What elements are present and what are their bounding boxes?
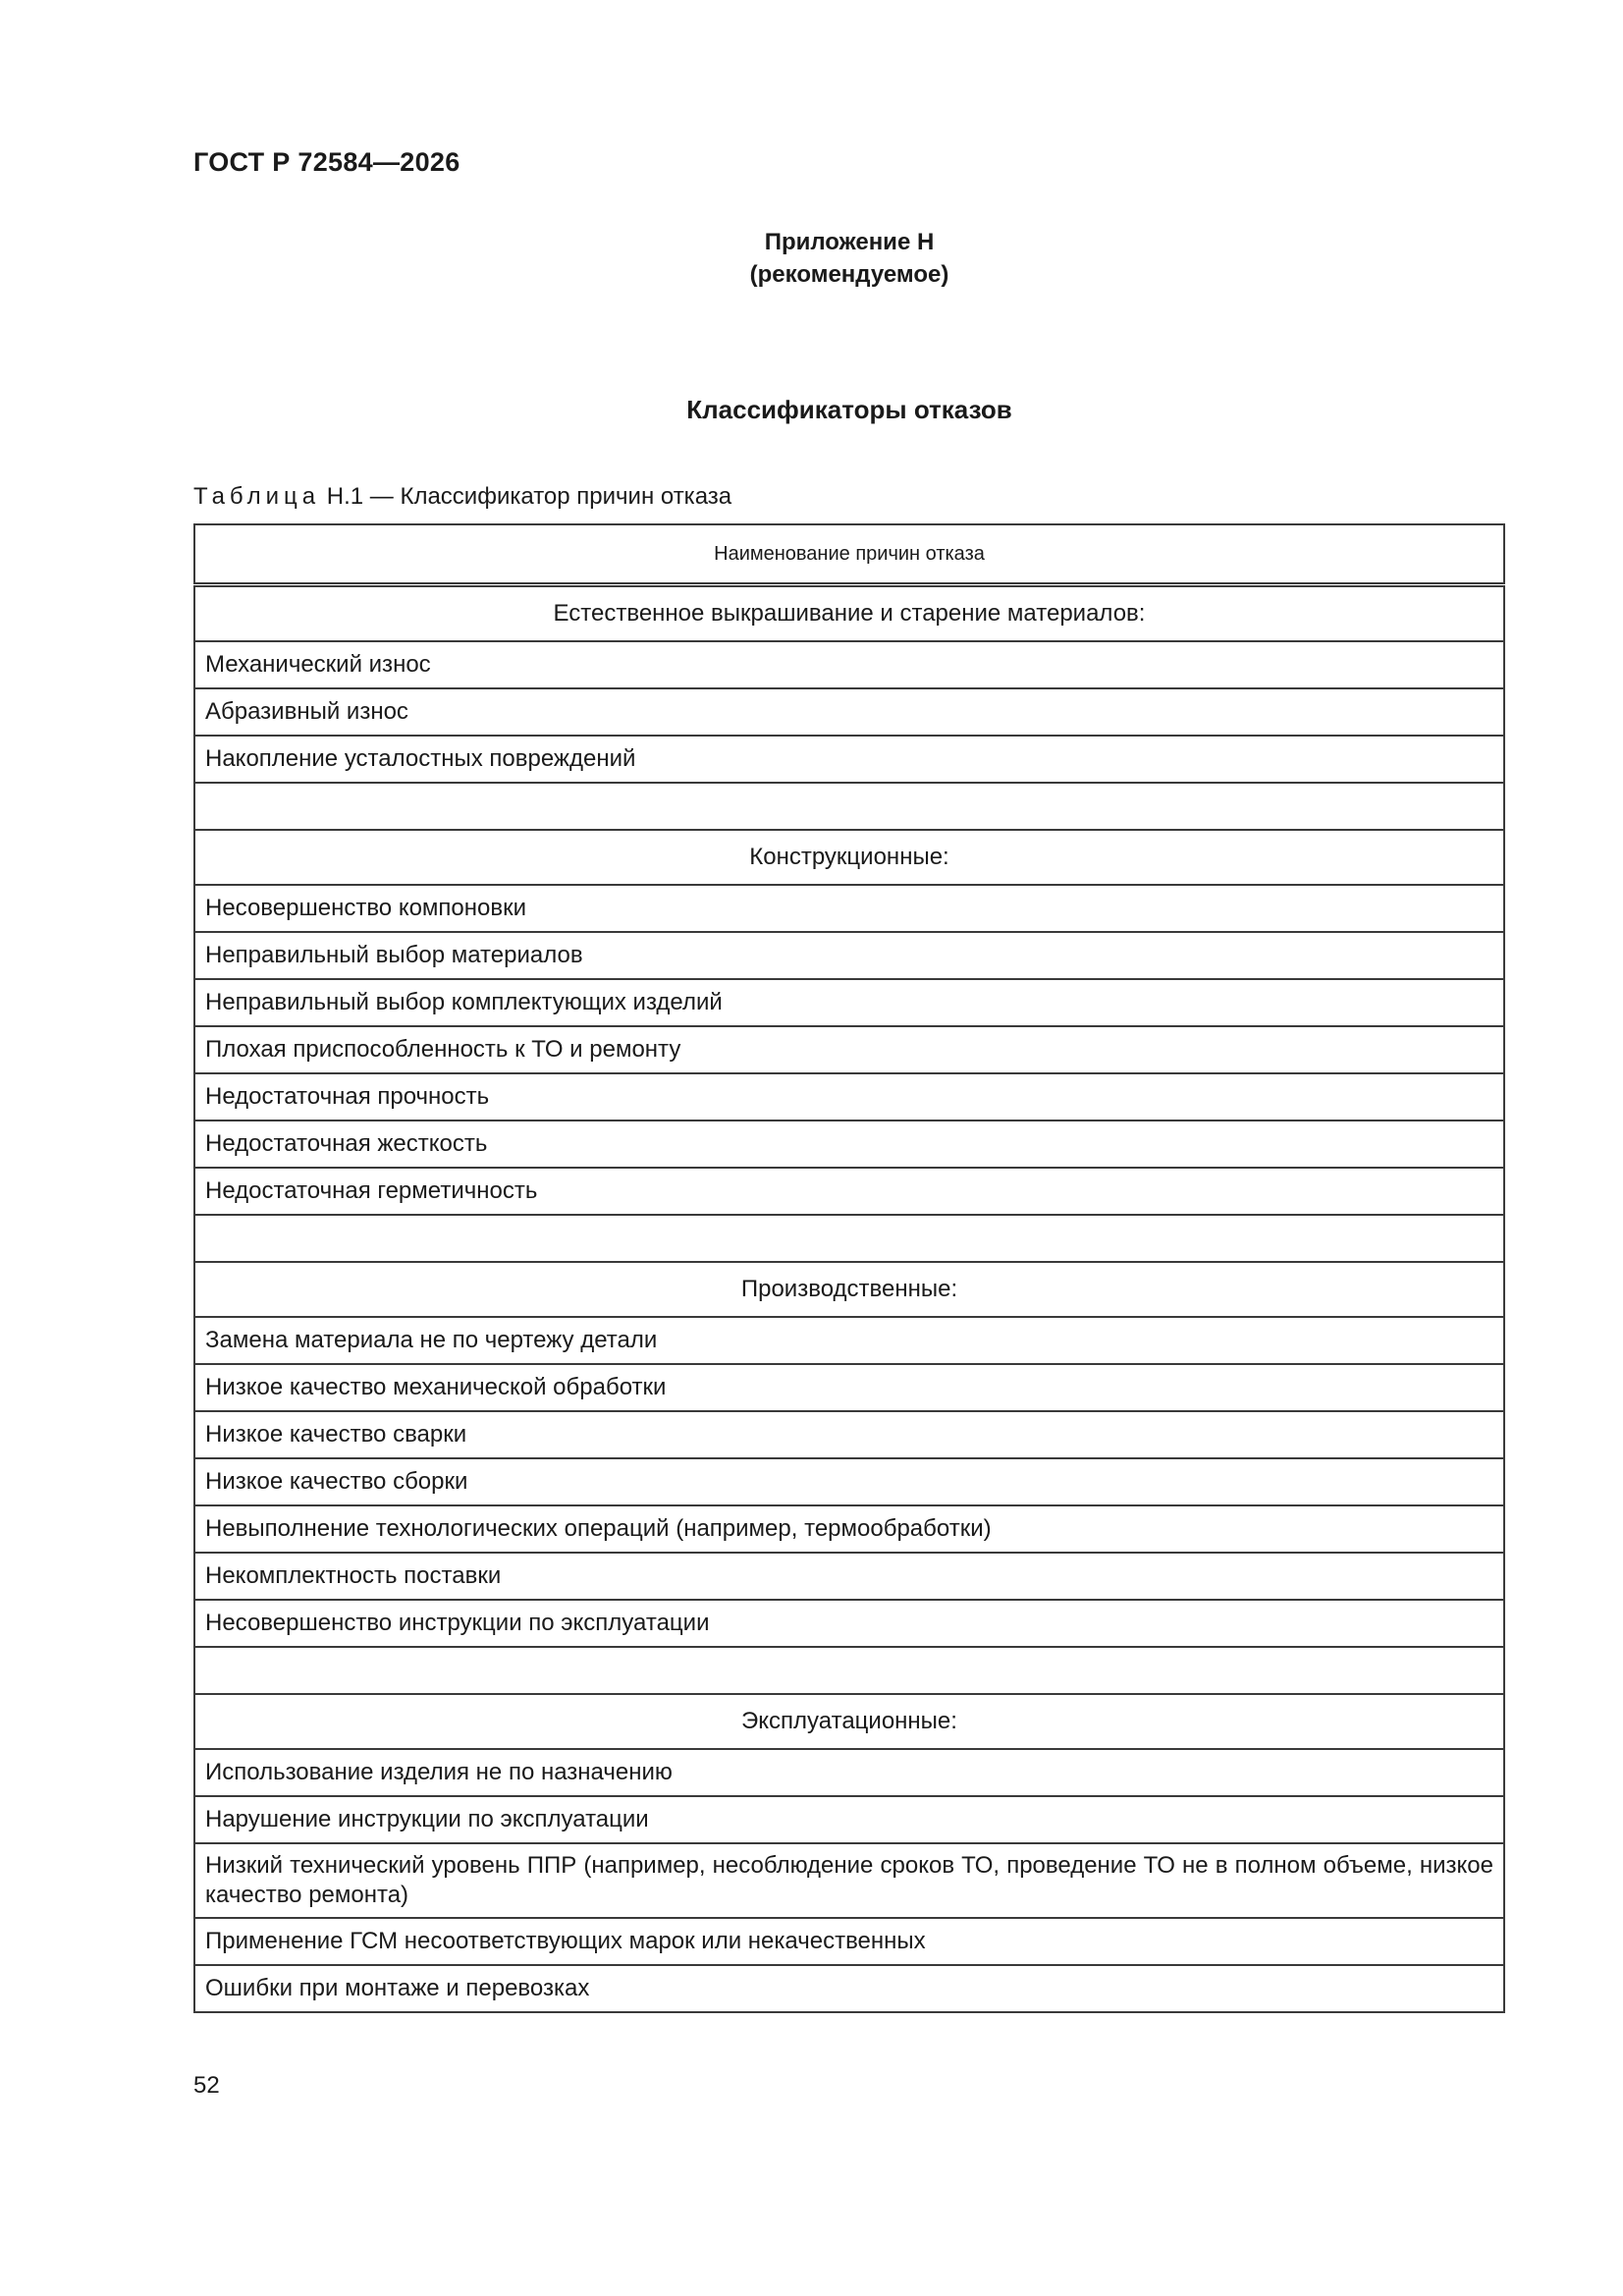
table-row <box>194 979 1504 1026</box>
cause-cell: Абразивный износ <box>194 688 1504 736</box>
table-row <box>194 932 1504 979</box>
group-title: Производственные: <box>194 1262 1504 1317</box>
appendix-status: (рекомендуемое) <box>749 261 949 288</box>
cause-cell: Низкое качество механической обработки <box>194 1364 1504 1411</box>
cause-cell: Недостаточная прочность <box>194 1073 1504 1121</box>
cause-cell: Невыполнение технологических операций (например, термообработки) <box>194 1505 1504 1553</box>
blank-row <box>194 783 1504 830</box>
cause-cell: Низкое качество сборки <box>194 1458 1504 1505</box>
blank-row <box>194 1215 1504 1262</box>
table-row <box>194 1505 1504 1553</box>
blank-row <box>194 1647 1504 1694</box>
table-row <box>194 1553 1504 1600</box>
group-row <box>194 1262 1504 1317</box>
group-title: Конструкционные: <box>194 830 1504 885</box>
table-row <box>194 1121 1504 1168</box>
document-code: ГОСТ Р 72584—2026 <box>193 147 460 177</box>
group-row <box>194 830 1504 885</box>
cause-cell: Неправильный выбор комплектующих изделий <box>194 979 1504 1026</box>
blank-cell <box>194 1647 1504 1694</box>
cause-cell: Механический износ <box>194 641 1504 688</box>
table-row <box>194 1073 1504 1121</box>
cause-cell: Низкий технический уровень ППР (например, несоблюдение сроков ТО, проведение ТО не в полном объеме, низкое качество ремонта) <box>194 1843 1504 1918</box>
cause-cell: Недостаточная герметичность <box>194 1168 1504 1215</box>
blank-cell <box>194 783 1504 830</box>
table-row <box>194 1168 1504 1215</box>
cause-cell: Ошибки при монтаже и перевозках <box>194 1965 1504 2012</box>
cause-cell: Замена материала не по чертежу детали <box>194 1317 1504 1364</box>
table-row <box>194 885 1504 932</box>
cause-cell: Несовершенство компоновки <box>194 885 1504 932</box>
table-header-row <box>194 524 1504 585</box>
table-row <box>194 688 1504 736</box>
table-row <box>194 1843 1504 1918</box>
page-number: 52 <box>193 2072 220 2099</box>
cause-cell: Накопление усталостных повреждений <box>194 736 1504 783</box>
cause-cell: Использование изделия не по назначению <box>194 1749 1504 1796</box>
table-row <box>194 1411 1504 1458</box>
table-row <box>194 1458 1504 1505</box>
cause-cell: Применение ГСМ несоответствующих марок или некачественных <box>194 1918 1504 1965</box>
appendix-title: Приложение Н <box>764 229 935 255</box>
section-title: Классификаторы отказов <box>686 395 1012 424</box>
table-row <box>194 1026 1504 1073</box>
cause-cell: Плохая приспособленность к ТО и ремонту <box>194 1026 1504 1073</box>
table-caption-text: Н.1 — Классификатор причин отказа <box>320 483 732 510</box>
table-row <box>194 1749 1504 1796</box>
group-title: Эксплуатационные: <box>194 1694 1504 1749</box>
table-row <box>194 1317 1504 1364</box>
group-title: Естественное выкрашивание и старение материалов: <box>194 585 1504 642</box>
cause-cell: Несовершенство инструкции по эксплуатации <box>194 1600 1504 1647</box>
table-caption-word: Таблица <box>193 483 321 510</box>
table-caption <box>193 483 731 511</box>
cause-cell: Нарушение инструкции по эксплуатации <box>194 1796 1504 1843</box>
cause-cell: Неправильный выбор материалов <box>194 932 1504 979</box>
column-header: Наименование причин отказа <box>194 524 1504 585</box>
table-row <box>194 736 1504 783</box>
table-row <box>194 1796 1504 1843</box>
blank-cell <box>194 1215 1504 1262</box>
table-row <box>194 1364 1504 1411</box>
cause-cell: Недостаточная жесткость <box>194 1121 1504 1168</box>
table-row <box>194 641 1504 688</box>
table-row <box>194 1965 1504 2012</box>
cause-cell: Некомплектность поставки <box>194 1553 1504 1600</box>
failure-causes-table <box>193 523 1505 2013</box>
table-row <box>194 1600 1504 1647</box>
group-row <box>194 585 1504 642</box>
group-row <box>194 1694 1504 1749</box>
table-row <box>194 1918 1504 1965</box>
appendix-heading <box>619 226 1080 291</box>
cause-cell: Низкое качество сварки <box>194 1411 1504 1458</box>
